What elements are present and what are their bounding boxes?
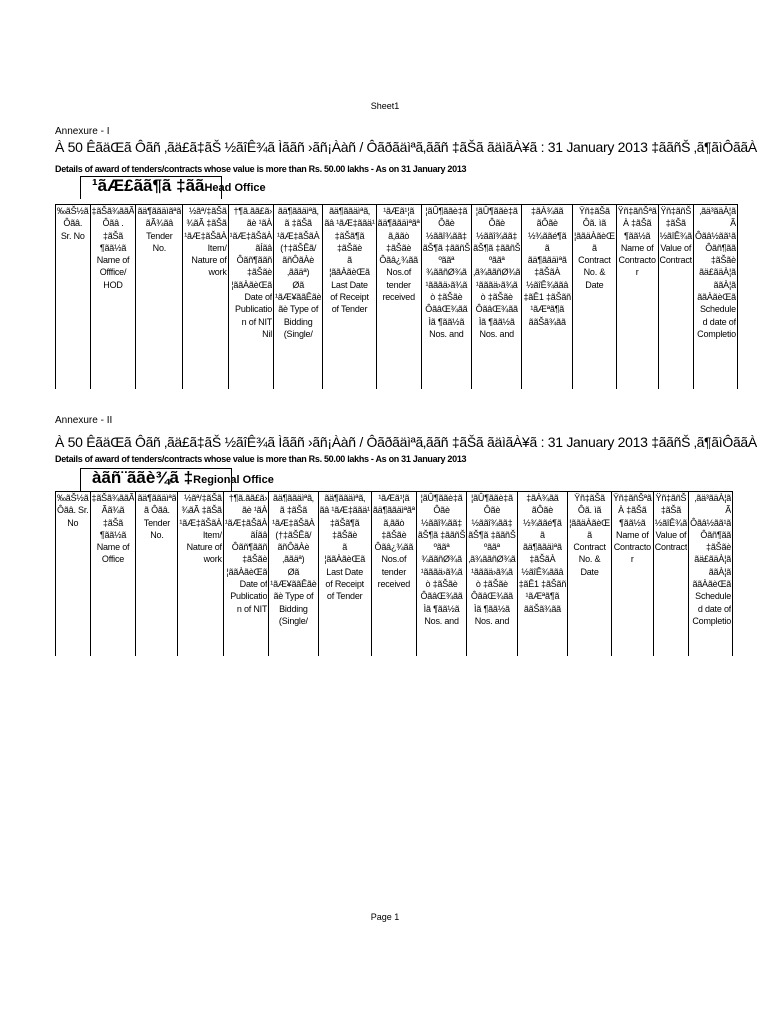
- header-text-line: ½ãîÊ¾ããâ: [526, 279, 569, 290]
- header-cell-sr-no: [56, 205, 91, 390]
- header-cell-completion: [689, 492, 733, 657]
- header-text-line: ‡ãŠã¶ã: [334, 230, 365, 241]
- header-cell-contractor: [611, 492, 653, 657]
- header-text-line: Nos. and: [429, 328, 464, 339]
- header-cell-bidding-type: [269, 492, 318, 657]
- header-text-line: ‡ãŠã: [102, 230, 124, 241]
- header-text-line: ¦ããÀãèŒã: [226, 566, 268, 577]
- header-text-line: ãÍãâ: [250, 529, 268, 540]
- header-text-line: ãä¶ããäìªã‚: [273, 493, 314, 503]
- header-text-line: ‡ãŠã¾ããÃ: [91, 493, 135, 503]
- header-cell-qualified: [416, 492, 466, 657]
- header-text-line: ½ããî¾ãã‡: [425, 230, 467, 241]
- header-text-line: ‡ãŠã: [665, 218, 686, 229]
- header-text-line: ‚ããäª): [282, 554, 305, 565]
- header-text-line: Ìã ¶ãã½ã: [428, 316, 465, 327]
- header-text-line: ãä£ãäÀ¦ã: [699, 267, 736, 278]
- header-text-line: ¦ããäÀãèŒ: [569, 517, 610, 528]
- header-cell-contract-no: [568, 492, 612, 657]
- header-text-line: ãÔãè: [531, 505, 553, 516]
- header-cell-tender-no: [136, 205, 183, 390]
- header-text-line: ¦ããÀãèŒã: [324, 554, 366, 565]
- header-text-line: ½ãîÊ¾ããâ: [521, 566, 564, 577]
- header-text-line: Øã: [287, 566, 300, 577]
- header-cell-awarded-value: [517, 492, 568, 657]
- header-text-line: ¹ãÆã¹¦ã: [383, 206, 415, 216]
- header-text-line: ‚ã¾ããñØ¾ã: [473, 267, 521, 278]
- header-cell-last-date: [318, 492, 371, 657]
- table-header-row: [56, 205, 738, 390]
- header-text-line: ãŠ¶ã ‡ããñŠ: [417, 529, 466, 540]
- header-text-line: ãä¶ããäìªã: [522, 542, 562, 553]
- header-text-line: ¾ãÃ ‡ãŠã: [181, 505, 222, 516]
- header-text-line: ãä¶ããäìªãª: [377, 218, 420, 229]
- header-text-line: ¶ãã½ã: [99, 242, 127, 253]
- header-text-line: Completio: [697, 328, 736, 339]
- header-text-line: ½ãª/‡ãŠã: [188, 206, 227, 216]
- header-text-line: Ôãâ.: [63, 218, 83, 229]
- header-text-line: ãä¶ããäìªã‚: [329, 206, 370, 216]
- header-text-line: ãä¶ããäìªã: [527, 255, 567, 266]
- header-text-line: ã‚ããò: [388, 230, 410, 241]
- header-text-line: Date: [580, 566, 599, 577]
- header-text-line: ¹ãÆªã¶ã: [525, 591, 560, 602]
- header-text-line: ½ããî¾ãã‡: [476, 230, 518, 241]
- header-cell-qualified: [421, 205, 471, 390]
- header-text-line: Item/: [202, 529, 222, 540]
- header-text-line: ¹ãããä›ã¾ã: [471, 566, 513, 577]
- header-text-line: received: [382, 292, 415, 303]
- header-text-line: Contracto: [618, 255, 656, 266]
- header-text-line: Ôã. ìã: [577, 505, 602, 516]
- header-cell-completion: [693, 205, 737, 390]
- header-text-line: Bidding: [283, 316, 313, 327]
- header-text-line: Ôãâ¿¾ãã: [374, 542, 414, 553]
- header-text-line: ‡ãÊ1 ‡ãŠãñ: [523, 292, 571, 303]
- header-text-line: ¹ãÆ¥ããÊãè: [270, 579, 317, 590]
- header-text-line: Ôãñ¶ãã: [705, 242, 736, 253]
- header-text-line: ¹ãããä›ã¾ã: [475, 279, 518, 290]
- header-text-line: work: [203, 554, 222, 565]
- header-text-line: ãâ ¹ãÆ‡ããä¹: [324, 218, 375, 229]
- details-line: Details of award of tenders/contracts whose value is more than Rs. 50.00 lakhs - As on 31 January 2013: [55, 454, 467, 464]
- header-text-line: ãä¶ããäìªã‚: [324, 493, 366, 503]
- header-text-line: ãÔãè: [536, 218, 558, 229]
- header-text-line: Ôãè: [483, 505, 501, 516]
- header-text-line: ‡ãŠãè: [381, 529, 407, 540]
- header-text-line: Completio: [692, 615, 732, 626]
- header-text-line: ‚ãä³ãäÀ¦ã: [694, 493, 732, 503]
- header-text-line: ¦ããäÀãèŒ: [573, 230, 615, 241]
- header-text-line: ¶ãã½ã: [623, 230, 651, 241]
- header-text-line: Ôãâ½ãã¹ã: [690, 517, 732, 528]
- header-text-line: Ãã¾ã: [101, 505, 125, 516]
- header-text-line: Ÿñ‡ãñŠªã: [617, 206, 657, 216]
- header-cell-office: [90, 492, 136, 657]
- header-text-line: ‡ãŠã¶ã: [329, 517, 360, 528]
- header-cell-office: [90, 205, 136, 390]
- header-text-line: ¦ãÛ¶ããè‡ã: [475, 206, 518, 216]
- header-text-line: Ôãâ½ãã¹ã: [694, 230, 736, 241]
- header-text-line: Ÿñ‡ãñŠ: [655, 493, 687, 503]
- header-text-line: No.: [150, 529, 164, 540]
- header-text-line: r: [630, 554, 634, 565]
- header-text-line: ãä¶ããäìªãª: [372, 505, 415, 516]
- header-cell-contract-value: [658, 205, 693, 390]
- header-text-line: Contract: [654, 542, 688, 553]
- sheet-label: Sheet1: [370, 101, 400, 111]
- header-text-line: ¹ãÆªã¶ã: [530, 304, 565, 315]
- header-text-line: ‡ãÀ¾ãã: [531, 206, 564, 216]
- header-text-line: ãè Type of: [278, 304, 319, 315]
- annexure-section-2: [55, 415, 757, 675]
- header-text-line: Last Date: [331, 279, 368, 290]
- header-text-line: ãÍãâ: [255, 242, 273, 253]
- header-text-line: ã ‡ãŠã: [279, 505, 308, 516]
- header-text-line: Ÿñ‡ãñŠ: [660, 206, 692, 216]
- annexure-section-1: [55, 126, 757, 396]
- header-text-line: ½¾ããé¶ã: [523, 517, 562, 528]
- header-text-line: ‡ãŠãè: [706, 542, 732, 553]
- header-text-line: Ìã ¶ãã½ã: [423, 603, 460, 614]
- header-cell-sr-no: [56, 492, 91, 657]
- header-text-line: Nos. and: [474, 615, 510, 626]
- header-text-line: Ôãâ. Sr.: [57, 505, 89, 516]
- header-text-line: Contract: [573, 542, 606, 553]
- header-text-line: Ôãâ .: [102, 218, 124, 229]
- header-text-line: ãŠ¶ã ‡ããñŠ: [422, 242, 471, 253]
- header-text-line: ‡ãŠãè: [386, 242, 412, 253]
- header-text-line: of Receipt: [330, 292, 369, 303]
- header-text-line: ‡ãŠã: [102, 517, 124, 528]
- header-text-line: ãŠ¶ã ‡ããñŠ: [468, 529, 516, 540]
- header-cell-contract-no: [572, 205, 616, 390]
- header-cell-bidding-type: [274, 205, 323, 390]
- header-text-line: Item/: [207, 242, 227, 253]
- header-cell-last-date: [323, 205, 376, 390]
- header-cell-contractor: [616, 205, 658, 390]
- header-text-line: ‡ãŠã: [660, 505, 682, 516]
- header-text-line: n of NIT: [236, 603, 268, 614]
- header-text-line: Tender: [146, 230, 173, 241]
- header-text-line: ‡ãŠãè: [247, 267, 273, 278]
- header-text-line: ¦ãÛ¶ããè‡ã: [420, 493, 463, 503]
- header-text-line: ‡ãŠãÀ: [529, 554, 556, 565]
- annexure-label: Annexure - I: [55, 126, 110, 137]
- header-text-line: No. &: [583, 267, 606, 278]
- header-text-line: ò ‡ãŠãè: [475, 579, 508, 590]
- header-text-line: Publicatio: [230, 591, 268, 602]
- header-text-line: Bidding: [279, 603, 308, 614]
- header-text-line: ½ãîÊ¾ã: [659, 230, 692, 241]
- annexure-label: Annexure - II: [55, 415, 113, 426]
- header-text-line: Ôãñ¶ãã: [700, 529, 732, 540]
- header-text-line: No: [67, 517, 79, 528]
- header-text-line: ãñÔãÀè: [277, 542, 310, 553]
- header-text-line: ¹ãÆ‡ãŠãÀ: [184, 230, 227, 241]
- tender-table: [55, 491, 733, 656]
- header-text-line: ããÀ¦ã: [708, 566, 732, 577]
- header-text-line: (†‡ãŠÊã/: [275, 529, 312, 540]
- header-text-line: ‡ãŠãè: [332, 529, 358, 540]
- header-text-line: Tender: [143, 517, 171, 528]
- header-text-line: ¦ããÀãèŒã: [231, 279, 273, 290]
- header-text-line: ãä¶ããäìªã‚: [277, 206, 319, 216]
- header-text-line: ò ‡ãŠãè: [430, 292, 463, 303]
- annexure-title: À 50 ÊãäŒã Ôãñ ‚ãä£ã‡ãŠ ½ãîÊ¾ã Ìããñ ›ãñ¡Ààñ / Ôãðãäìªã‚ããñ ‡ãŠã ãäìãÀ¥ã : 31 January 2013 ‡ããñŠ ‚ã¶ãìÔããÀ: [55, 139, 757, 155]
- header-text-line: †¶ã.ãã£ã›: [233, 206, 273, 216]
- header-cell-awarded-value: [522, 205, 573, 390]
- header-text-line: ºããª: [438, 255, 455, 266]
- header-text-line: received: [377, 579, 411, 590]
- header-text-line: ãè ¹ãÀ: [246, 218, 273, 229]
- header-text-line: ãÃ¾ãâ: [145, 218, 174, 229]
- header-text-line: ããÀãèŒã: [697, 292, 736, 303]
- header-text-line: ã Ôãâ.: [144, 505, 170, 516]
- header-text-line: ‡ãŠãè: [710, 255, 736, 266]
- office-title: [92, 176, 266, 196]
- header-text-line: Ôãñ¶ããñ: [236, 255, 273, 266]
- header-text-line: ¹ãÆ‡ãŠãÀ: [224, 517, 268, 528]
- header-text-line: ãä¶ããäìªã: [137, 493, 177, 503]
- header-text-line: Schedule: [699, 304, 736, 315]
- header-text-line: ‚ã¾ããñØ¾ã: [468, 554, 516, 565]
- annexure-title: À 50 ÊãäŒã Ôãñ ‚ãä£ã‡ãŠ ½ãîÊ¾ã Ìããñ ›ãñ¡Ààñ / Ôãðãäìªã‚ããñ ‡ãŠã ãäìãÀ¥ã : 31 January 2013 ‡ããñŠ ‚ã¶ãìÔããÀ: [55, 434, 757, 450]
- header-text-line: Publicatio: [235, 304, 273, 315]
- header-text-line: Name of: [620, 242, 654, 253]
- header-text-line: (†‡ãŠÊã/: [280, 242, 317, 253]
- header-text-line: ¹ãÆã¹¦ã: [378, 493, 410, 503]
- header-text-line: ã: [347, 255, 352, 266]
- office-title-hindi: ¹ãÆ£ãã¶ã ‡ãã: [92, 176, 205, 195]
- header-text-line: Ôãñ¶ããñ: [231, 542, 268, 553]
- header-text-line: ¹ãÆ‡ãŠãÀ: [179, 517, 222, 528]
- header-text-line: ‡ãŠã¾ããÃ: [91, 206, 135, 216]
- header-text-line: ã: [587, 529, 592, 540]
- header-text-line: ‡ãÊ1 ‡ãŠãñ: [518, 579, 567, 590]
- header-text-line: ‡ãÀ¾ãã: [526, 493, 559, 503]
- header-text-line: ãä£ãäÀ¦ã: [694, 554, 732, 565]
- header-text-line: ãâ ¹ãÆ‡ããä¹: [319, 505, 370, 516]
- header-text-line: Ã: [730, 218, 736, 229]
- header-cell-tenders-received: [371, 492, 416, 657]
- header-text-line: ¾ããñØ¾ã: [421, 554, 462, 565]
- header-text-line: Nature of: [191, 255, 227, 266]
- header-text-line: ã‚ããò: [383, 517, 405, 528]
- header-text-line: Ôãè: [433, 505, 450, 516]
- table-header-row: [56, 492, 733, 657]
- header-text-line: Name of: [96, 542, 130, 553]
- header-text-line: Ôãâ¿¾ãã: [379, 255, 418, 266]
- header-text-line: Contract: [659, 255, 692, 266]
- header-text-line: tender: [381, 566, 407, 577]
- header-text-line: ò ‡ãŠãè: [425, 579, 458, 590]
- header-cell-not-qualified: [472, 205, 522, 390]
- header-text-line: ããÀãèŒã: [692, 579, 732, 590]
- header-text-line: Ÿñ‡ãñŠªã: [612, 493, 652, 503]
- header-cell-date-nit: [228, 205, 273, 390]
- header-cell-tenders-received: [376, 205, 421, 390]
- header-text-line: Ÿñ‡ãŠã: [574, 493, 605, 503]
- header-text-line: Nos.of: [386, 267, 412, 278]
- header-text-line: ºããª: [484, 542, 500, 553]
- page-number: Page 1: [370, 912, 400, 922]
- header-cell-date-nit: [223, 492, 268, 657]
- header-cell-tender-no: [136, 492, 178, 657]
- header-text-line: ¹ãÆ‡ãŠãÀ: [272, 517, 315, 528]
- header-cell-item: [178, 492, 223, 657]
- header-text-line: ¹ãããä›ã¾ã: [420, 566, 463, 577]
- header-text-line: ‚ãä³ãäÀ¦ã: [699, 206, 736, 216]
- header-text-line: Contracto: [613, 542, 651, 553]
- header-text-line: of Receipt: [325, 579, 364, 590]
- header-text-line: ½ããî¾ãã‡: [421, 517, 463, 528]
- header-text-line: Nature of: [186, 542, 222, 553]
- header-text-line: ããÀ¦ã: [713, 279, 736, 290]
- header-text-line: ‰ãŠ½ã: [57, 206, 89, 216]
- details-line: Details of award of tenders/contracts whose value is more than Rs. 50.00 lakhs - As on 31 January 2013: [55, 164, 467, 174]
- header-text-line: Date of: [244, 292, 273, 303]
- header-text-line: ¹ãÆ‡ãŠãÀ: [276, 230, 320, 241]
- header-text-line: ¹ãÆ‡ãŠãÀ: [229, 230, 273, 241]
- header-text-line: ¦ãÛ¶ããè‡ã: [470, 493, 513, 503]
- header-text-line: Office: [101, 554, 125, 565]
- header-text-line: Name of: [616, 529, 649, 540]
- header-text-line: À ‡ãŠã: [618, 505, 647, 516]
- header-text-line: ÔãâŒ¾ãã: [475, 304, 518, 315]
- header-text-line: ò ‡ãŠãè: [480, 292, 513, 303]
- header-text-line: ãè ¹ãÀ: [241, 505, 268, 516]
- header-text-line: Ã: [725, 505, 732, 516]
- tender-table: [55, 204, 738, 389]
- header-text-line: ‰ãŠ½ã: [57, 493, 89, 503]
- header-text-line: Date: [585, 279, 604, 290]
- header-text-line: †¶ã.ãã£ã›: [228, 493, 268, 503]
- header-text-line: ÔãâŒ¾ãã: [425, 304, 468, 315]
- header-text-line: (Single/: [283, 328, 313, 339]
- header-text-line: HOD: [103, 279, 123, 290]
- office-title-english: Regional Office: [193, 474, 274, 486]
- header-text-line: Offfice/: [99, 267, 127, 278]
- header-text-line: No. &: [578, 554, 601, 565]
- header-text-line: of Tender: [326, 591, 363, 602]
- header-text-line: ºããª: [433, 542, 450, 553]
- header-text-line: r: [635, 267, 639, 278]
- header-text-line: ããŠã¾ãã: [523, 603, 561, 614]
- header-text-line: work: [208, 267, 227, 278]
- header-text-line: Last Date: [326, 566, 364, 577]
- header-text-line: Ìã ¶ãã½ã: [474, 603, 510, 614]
- header-text-line: ããŠã¾ãã: [528, 316, 566, 327]
- header-text-line: ½ãª/‡ãŠã: [184, 493, 222, 503]
- header-text-line: n of NIT: [241, 316, 273, 327]
- header-text-line: Ìã ¶ãã½ã: [478, 316, 515, 327]
- header-text-line: Ÿñ‡ãŠã: [578, 206, 610, 216]
- header-text-line: d date of: [697, 603, 732, 614]
- header-text-line: ãä¶ããäìãªã: [137, 206, 182, 216]
- office-title-hindi: àãñ¨ããè¾ã ‡: [92, 468, 194, 487]
- header-text-line: of Tender: [331, 304, 368, 315]
- header-text-line: ãè Type of: [273, 591, 314, 602]
- header-text-line: ã: [544, 242, 550, 253]
- header-text-line: ÔãâŒ¾ãã: [420, 591, 463, 602]
- header-text-line: Nos. and: [479, 328, 514, 339]
- header-text-line: Ôãè: [488, 218, 505, 229]
- header-text-line: ¾ããñØ¾ã: [426, 267, 467, 278]
- header-text-line: ‡ãŠãè: [336, 242, 362, 253]
- header-cell-contract-value: [653, 492, 688, 657]
- header-text-line: ½¾ããé¶ã: [527, 230, 567, 241]
- header-text-line: ã: [591, 242, 597, 253]
- header-text-line: ã: [539, 529, 545, 540]
- header-text-line: ‡ãŠãÀ: [534, 267, 561, 278]
- header-text-line: Nil: [262, 328, 273, 339]
- header-cell-not-qualified: [467, 492, 517, 657]
- header-text-line: ãñÔãÀè: [282, 255, 315, 266]
- header-text-line: No.: [152, 242, 167, 253]
- header-text-line: À ‡ãŠã: [622, 218, 652, 229]
- header-text-line: Date of: [239, 579, 268, 590]
- header-text-line: Nos. and: [424, 615, 459, 626]
- header-text-line: Ôã. ìã: [582, 218, 607, 229]
- header-text-line: ½ãîÊ¾ã: [654, 517, 688, 528]
- office-title: [92, 468, 274, 488]
- header-text-line: Contract: [578, 255, 611, 266]
- header-text-line: ã ‡ãŠã: [284, 218, 312, 229]
- header-text-line: Name of: [96, 255, 130, 266]
- header-text-line: ¶ãã½ã: [619, 517, 646, 528]
- header-text-line: Schedule: [695, 591, 732, 602]
- header-text-line: ¾ãÃ ‡ãŠã: [186, 218, 227, 229]
- header-text-line: d date of: [702, 316, 736, 327]
- header-text-line: ã: [342, 542, 348, 553]
- header-text-line: ¹ãÆ¥ããÊãè: [275, 292, 322, 303]
- office-title-english: Head Office: [204, 182, 266, 194]
- header-text-line: ¶ãã½ã: [99, 529, 127, 540]
- header-text-line: tender: [386, 279, 411, 290]
- header-text-line: Value of: [660, 242, 692, 253]
- header-text-line: Ôãè: [438, 218, 455, 229]
- header-text-line: ½ããî¾ãã‡: [471, 517, 513, 528]
- header-text-line: (Single/: [278, 615, 308, 626]
- header-text-line: Value of: [655, 529, 687, 540]
- header-text-line: Nos.of: [381, 554, 407, 565]
- header-text-line: ¦ããÀãèŒã: [329, 267, 370, 278]
- header-text-line: ¦ãÛ¶ããè‡ã: [425, 206, 468, 216]
- header-text-line: ‚ããäª): [287, 267, 310, 278]
- header-text-line: ºããª: [488, 255, 505, 266]
- header-text-line: ãŠ¶ã ‡ããñŠ: [473, 242, 521, 253]
- header-text-line: ‡ãŠãè: [242, 554, 268, 565]
- header-text-line: ÔãâŒ¾ãã: [470, 591, 513, 602]
- header-text-line: ¹ãããä›ã¾ã: [425, 279, 468, 290]
- header-text-line: Øã: [292, 279, 304, 290]
- header-text-line: Sr. No: [60, 230, 85, 241]
- header-cell-item: [183, 205, 228, 390]
